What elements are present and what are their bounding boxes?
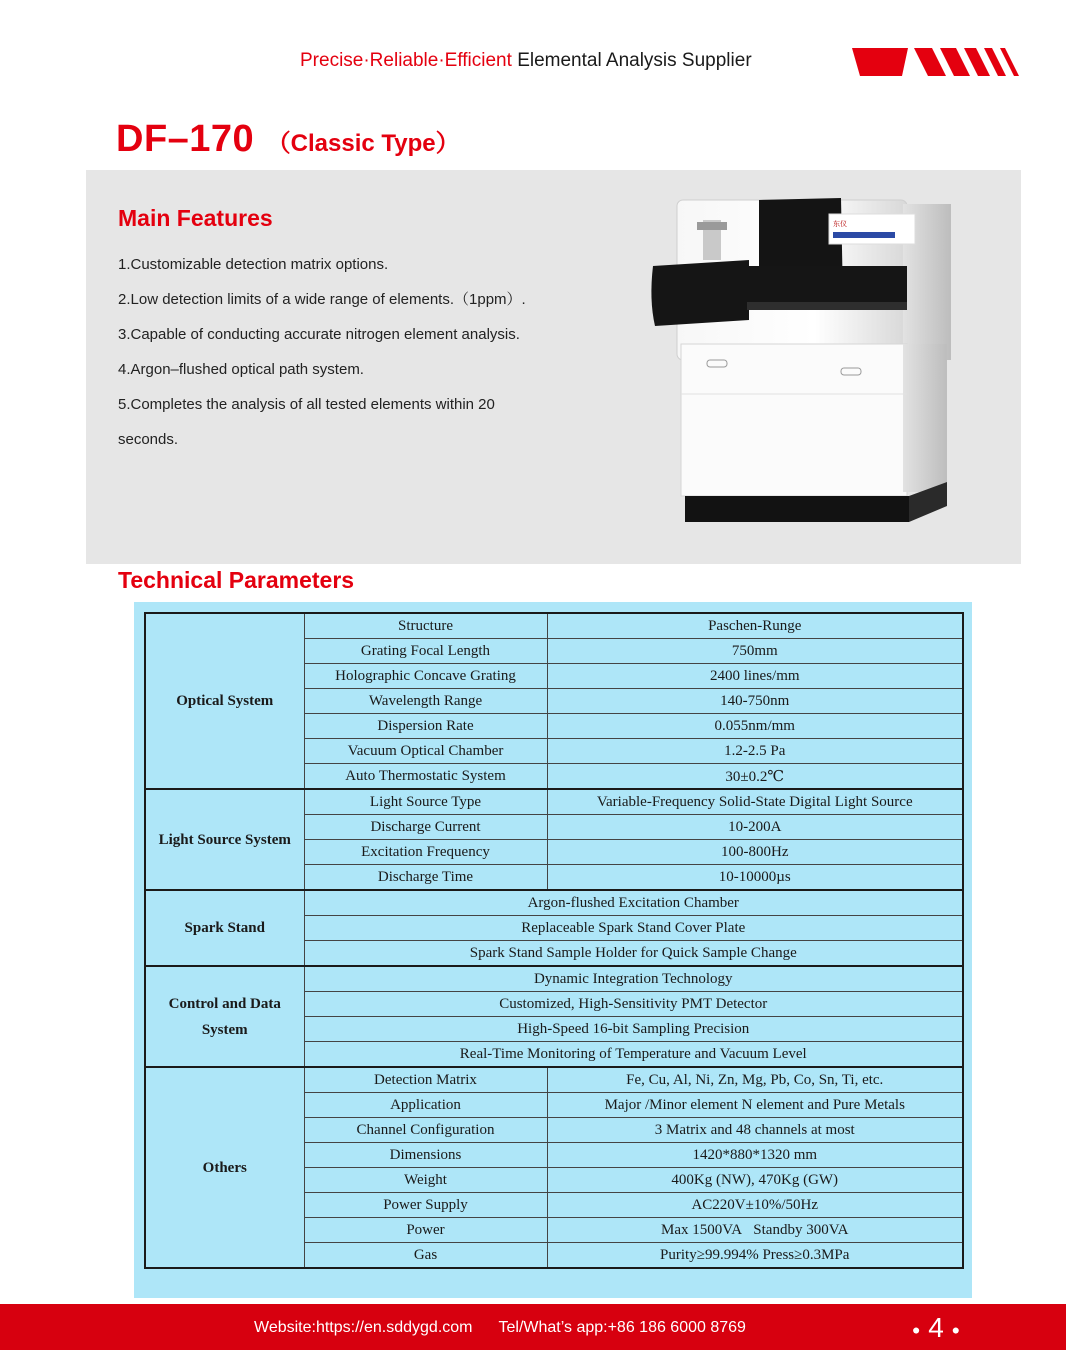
param-value-cell: 3 Matrix and 48 channels at most xyxy=(547,1118,963,1143)
header-slogan xyxy=(300,50,752,72)
param-name-cell: Structure xyxy=(304,613,547,639)
bullet-icon: ● xyxy=(912,1321,921,1338)
param-value-cell: Max 1500VA Standby 300VA xyxy=(547,1218,963,1243)
param-value-cell: 140-750nm xyxy=(547,689,963,714)
param-name-cell: Power Supply xyxy=(304,1193,547,1218)
param-name-cell: Application xyxy=(304,1093,547,1118)
table-row xyxy=(145,789,963,815)
feature-cell: Customized, High-Sensitivity PMT Detector xyxy=(304,992,963,1017)
param-value-cell: Variable-Frequency Solid-State Digital Light Source xyxy=(547,789,963,815)
stripes-icon xyxy=(852,46,1024,78)
param-name-cell: Wavelength Range xyxy=(304,689,547,714)
feature-item: 1.Customizable detection matrix options. xyxy=(118,256,389,273)
category-cell: Light Source System xyxy=(145,789,304,890)
feature-item: 3.Capable of conducting accurate nitrogen element analysis. xyxy=(118,326,520,343)
param-name-cell: Gas xyxy=(304,1243,547,1269)
features-heading: Main Features xyxy=(118,205,273,231)
page-number xyxy=(912,1312,960,1344)
feature-item: 5.Completes the analysis of all tested elements within 20 xyxy=(118,396,495,413)
features-panel xyxy=(86,170,1021,564)
param-value-cell: 1420*880*1320 mm xyxy=(547,1143,963,1168)
product-title xyxy=(116,118,460,161)
param-value-cell: Purity≥99.994% Press≥0.3MPa xyxy=(547,1243,963,1269)
parameters-heading: Technical Parameters xyxy=(118,567,355,593)
category-cell: Control and Data System xyxy=(145,966,304,1067)
param-value-cell: 750mm xyxy=(547,639,963,664)
param-value-cell: AC220V±10%/50Hz xyxy=(547,1193,963,1218)
param-value-cell: 10-200A xyxy=(547,815,963,840)
svg-text:东仪: 东仪 xyxy=(833,220,847,228)
table-row xyxy=(145,966,963,992)
spectrometer-machine-image xyxy=(641,180,961,540)
param-name-cell: Holographic Concave Grating xyxy=(304,664,547,689)
table-row xyxy=(145,890,963,916)
product-model: DF–170 xyxy=(116,118,255,160)
footer-phone: Tel/What’s app:+86 186 6000 8769 xyxy=(498,1319,746,1336)
feature-cell: Replaceable Spark Stand Cover Plate xyxy=(304,916,963,941)
param-value-cell: 100-800Hz xyxy=(547,840,963,865)
param-name-cell: Dispersion Rate xyxy=(304,714,547,739)
param-value-cell: Major /Minor element N element and Pure Metals xyxy=(547,1093,963,1118)
parameters-frame xyxy=(134,602,972,1298)
product-variant: （Classic Type） xyxy=(266,130,460,157)
category-cell: Others xyxy=(145,1067,304,1268)
param-name-cell: Vacuum Optical Chamber xyxy=(304,739,547,764)
feature-item: 2.Low detection limits of a wide range of elements.（1ppm）. xyxy=(118,291,526,308)
param-name-cell: Light Source Type xyxy=(304,789,547,815)
feature-cell: Dynamic Integration Technology xyxy=(304,966,963,992)
param-name-cell: Detection Matrix xyxy=(304,1067,547,1093)
param-value-cell: 0.055nm/mm xyxy=(547,714,963,739)
param-name-cell: Grating Focal Length xyxy=(304,639,547,664)
param-name-cell: Discharge Current xyxy=(304,815,547,840)
param-value-cell: 400Kg (NW), 470Kg (GW) xyxy=(547,1168,963,1193)
feature-item: 4.Argon–flushed optical path system. xyxy=(118,361,364,378)
param-name-cell: Power xyxy=(304,1218,547,1243)
param-name-cell: Discharge Time xyxy=(304,865,547,891)
param-value-cell: Paschen-Runge xyxy=(547,613,963,639)
footer-bar xyxy=(0,1304,1066,1350)
param-name-cell: Auto Thermostatic System xyxy=(304,764,547,790)
param-name-cell: Dimensions xyxy=(304,1143,547,1168)
param-value-cell: 1.2-2.5 Pa xyxy=(547,739,963,764)
param-value-cell: 30±0.2℃ xyxy=(547,764,963,790)
slogan-highlight: Precise·Reliable·Efficient xyxy=(300,50,512,71)
parameters-table xyxy=(144,612,964,1269)
footer-website: Website:https://en.sddygd.com xyxy=(254,1319,473,1336)
table-row xyxy=(145,613,963,639)
page-number-value: 4 xyxy=(928,1312,944,1343)
param-name-cell: Channel Configuration xyxy=(304,1118,547,1143)
category-cell: Spark Stand xyxy=(145,890,304,966)
feature-cell: Real-Time Monitoring of Temperature and Vacuum Level xyxy=(304,1042,963,1068)
table-row xyxy=(145,1067,963,1093)
features-list xyxy=(118,247,598,457)
param-name-cell: Weight xyxy=(304,1168,547,1193)
param-value-cell: 10-10000µs xyxy=(547,865,963,891)
param-value-cell: Fe, Cu, Al, Ni, Zn, Mg, Pb, Co, Sn, Ti, etc. xyxy=(547,1067,963,1093)
feature-cell: Argon-flushed Excitation Chamber xyxy=(304,890,963,916)
footer-contact xyxy=(254,1319,746,1337)
slogan-text: Elemental Analysis Supplier xyxy=(517,50,752,71)
feature-cell: High-Speed 16-bit Sampling Precision xyxy=(304,1017,963,1042)
feature-item: seconds. xyxy=(118,431,179,448)
bullet-icon: ● xyxy=(951,1321,961,1338)
param-name-cell: Excitation Frequency xyxy=(304,840,547,865)
category-cell: Optical System xyxy=(145,613,304,789)
param-value-cell: 2400 lines/mm xyxy=(547,664,963,689)
feature-cell: Spark Stand Sample Holder for Quick Sample Change xyxy=(304,941,963,967)
